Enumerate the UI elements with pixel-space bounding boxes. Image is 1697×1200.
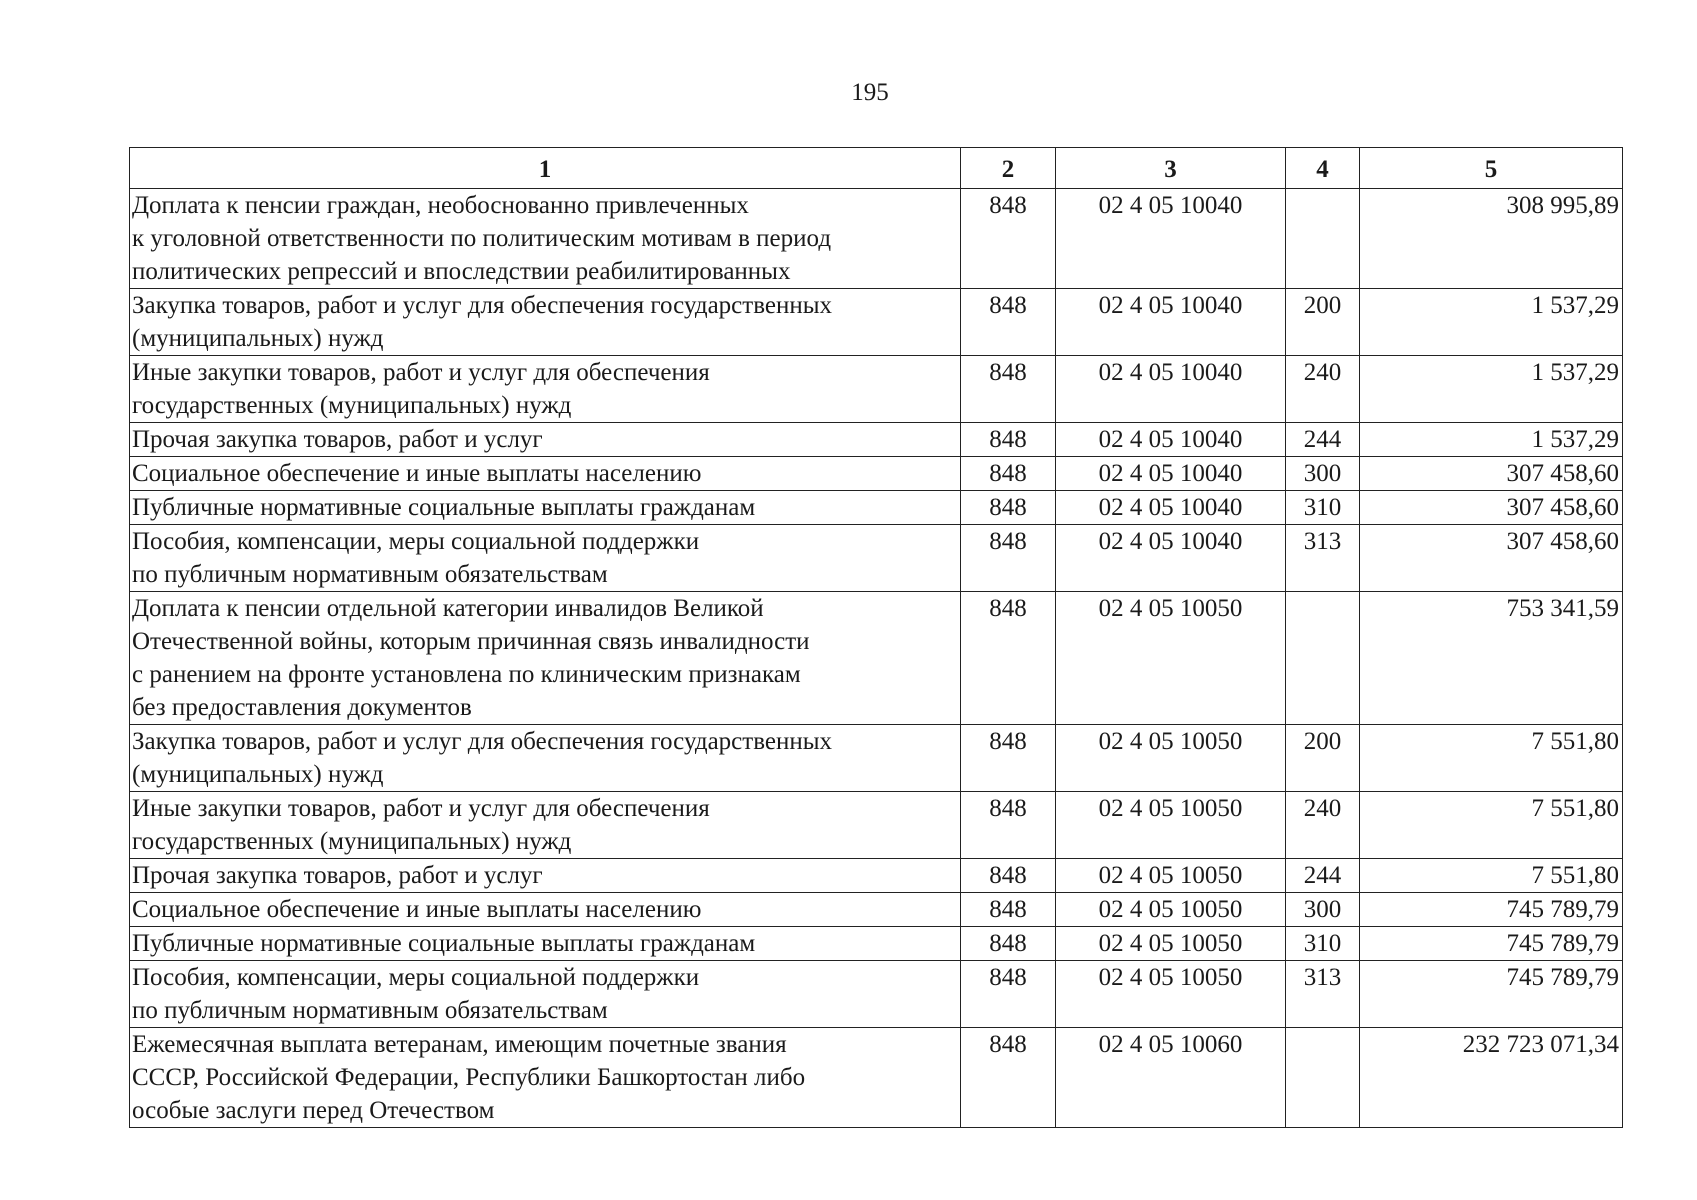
row-admin-code-cell: 848 [961,356,1056,423]
row-name-line: Публичные нормативные социальные выплаты гражданам [132,930,756,957]
row-name-line: Иные закупки товаров, работ и услуг для обеспечения [132,359,710,386]
table-row [130,189,1623,289]
row-admin-code-cell: 848 [961,189,1056,289]
row-expense-type-cell: 244 [1286,859,1360,893]
row-target-article-cell: 02 4 05 10050 [1056,792,1286,859]
row-name-line: Закупка товаров, работ и услуг для обеспечения государственных [132,292,833,319]
row-amount-cell: 232 723 071,34 [1360,1028,1623,1128]
table-row [130,423,1623,457]
row-amount-cell: 7 551,80 [1360,792,1623,859]
row-target-article-cell: 02 4 05 10050 [1056,725,1286,792]
row-name-cell [130,725,961,792]
header-col-2: 2 [961,148,1056,189]
row-expense-type-cell [1286,1028,1360,1128]
row-amount-cell: 1 537,29 [1360,289,1623,356]
row-amount-cell: 753 341,59 [1360,592,1623,725]
row-name-cell [130,356,961,423]
row-name-cell [130,859,961,893]
table-row [130,457,1623,491]
row-name-line: (муниципальных) нужд [132,325,384,352]
row-name-cell [130,525,961,592]
row-name-line: государственных (муниципальных) нужд [132,392,572,419]
table-header-row [130,148,1623,189]
row-amount-cell: 745 789,79 [1360,961,1623,1028]
row-target-article-cell: 02 4 05 10050 [1056,859,1286,893]
row-name-cell [130,893,961,927]
row-expense-type-cell [1286,189,1360,289]
row-name-cell [130,927,961,961]
page-number: 195 [851,79,889,106]
row-name-line: по публичным нормативным обязательствам [132,561,608,588]
row-name-line: (муниципальных) нужд [132,761,384,788]
table-row [130,859,1623,893]
row-expense-type-cell: 300 [1286,893,1360,927]
row-expense-type-cell: 244 [1286,423,1360,457]
row-name-line: Социальное обеспечение и иные выплаты населению [132,896,702,923]
row-admin-code-cell: 848 [961,859,1056,893]
row-amount-cell: 7 551,80 [1360,859,1623,893]
row-expense-type-cell [1286,592,1360,725]
header-col-5: 5 [1360,148,1623,189]
row-amount-cell: 7 551,80 [1360,725,1623,792]
row-name-line: Социальное обеспечение и иные выплаты населению [132,460,702,487]
row-name-cell [130,189,961,289]
row-name-line: без предоставления документов [132,694,472,721]
row-name-line: Публичные нормативные социальные выплаты гражданам [132,494,756,521]
row-name-cell [130,792,961,859]
row-name-line: Ежемесячная выплата ветеранам, имеющим почетные звания [132,1031,787,1058]
row-name-line: государственных (муниципальных) нужд [132,828,572,855]
header-col-3: 3 [1056,148,1286,189]
row-name-line: СССР, Российской Федерации, Республики Башкортостан либо [132,1064,806,1091]
row-name-line: Закупка товаров, работ и услуг для обеспечения государственных [132,728,833,755]
table-row [130,927,1623,961]
row-name-cell [130,961,961,1028]
row-name-line: Прочая закупка товаров, работ и услуг [132,426,543,453]
row-expense-type-cell: 240 [1286,792,1360,859]
row-name-line: особые заслуги перед Отечеством [132,1097,495,1124]
row-amount-cell: 1 537,29 [1360,356,1623,423]
row-admin-code-cell: 848 [961,961,1056,1028]
row-expense-type-cell: 240 [1286,356,1360,423]
row-target-article-cell: 02 4 05 10040 [1056,423,1286,457]
row-name-cell [130,1028,961,1128]
row-target-article-cell: 02 4 05 10050 [1056,961,1286,1028]
row-admin-code-cell: 848 [961,893,1056,927]
row-admin-code-cell: 848 [961,457,1056,491]
row-admin-code-cell: 848 [961,289,1056,356]
row-target-article-cell: 02 4 05 10060 [1056,1028,1286,1128]
row-amount-cell: 1 537,29 [1360,423,1623,457]
row-name-line: Доплата к пенсии отдельной категории инвалидов Великой [132,595,764,622]
row-name-line: политических репрессий и впоследствии реабилитированных [132,258,791,285]
row-amount-cell: 308 995,89 [1360,189,1623,289]
row-target-article-cell: 02 4 05 10040 [1056,491,1286,525]
row-name-cell [130,423,961,457]
row-target-article-cell: 02 4 05 10040 [1056,457,1286,491]
row-name-line: Пособия, компенсации, меры социальной поддержки [132,964,700,991]
row-name-line: Иные закупки товаров, работ и услуг для обеспечения [132,795,710,822]
row-expense-type-cell: 200 [1286,289,1360,356]
row-target-article-cell: 02 4 05 10040 [1056,356,1286,423]
table-row [130,1028,1623,1128]
row-expense-type-cell: 313 [1286,961,1360,1028]
row-target-article-cell: 02 4 05 10050 [1056,592,1286,725]
row-name-cell [130,491,961,525]
row-admin-code-cell: 848 [961,423,1056,457]
row-name-line: Доплата к пенсии граждан, необоснованно привлеченных [132,192,749,219]
row-admin-code-cell: 848 [961,927,1056,961]
row-name-line: Пособия, компенсации, меры социальной поддержки [132,528,700,555]
row-admin-code-cell: 848 [961,525,1056,592]
row-name-line: к уголовной ответственности по политическим мотивам в период [132,225,832,252]
row-admin-code-cell: 848 [961,592,1056,725]
row-name-line: по публичным нормативным обязательствам [132,997,608,1024]
row-name-line: с ранением на фронте установлена по клиническим признакам [132,661,801,688]
row-name-cell [130,289,961,356]
row-expense-type-cell: 300 [1286,457,1360,491]
row-amount-cell: 307 458,60 [1360,525,1623,592]
table-row [130,289,1623,356]
row-name-cell [130,457,961,491]
budget-table [129,147,1623,1128]
table-row [130,592,1623,725]
table-row [130,525,1623,592]
row-amount-cell: 307 458,60 [1360,491,1623,525]
table-row [130,893,1623,927]
row-target-article-cell: 02 4 05 10050 [1056,927,1286,961]
row-expense-type-cell: 313 [1286,525,1360,592]
header-col-4: 4 [1286,148,1360,189]
row-admin-code-cell: 848 [961,725,1056,792]
row-name-line: Отечественной войны, которым причинная связь инвалидности [132,628,810,655]
row-expense-type-cell: 200 [1286,725,1360,792]
row-admin-code-cell: 848 [961,1028,1056,1128]
table-row [130,725,1623,792]
table-row [130,961,1623,1028]
table-row [130,792,1623,859]
row-expense-type-cell: 310 [1286,491,1360,525]
row-target-article-cell: 02 4 05 10040 [1056,525,1286,592]
row-admin-code-cell: 848 [961,792,1056,859]
table-body [130,189,1623,1128]
row-target-article-cell: 02 4 05 10040 [1056,289,1286,356]
row-amount-cell: 745 789,79 [1360,893,1623,927]
row-admin-code-cell: 848 [961,491,1056,525]
row-name-line: Прочая закупка товаров, работ и услуг [132,862,543,889]
row-target-article-cell: 02 4 05 10040 [1056,189,1286,289]
row-amount-cell: 307 458,60 [1360,457,1623,491]
row-name-cell [130,592,961,725]
row-target-article-cell: 02 4 05 10050 [1056,893,1286,927]
row-amount-cell: 745 789,79 [1360,927,1623,961]
table-row [130,356,1623,423]
header-col-1: 1 [130,148,961,189]
table-row [130,491,1623,525]
row-expense-type-cell: 310 [1286,927,1360,961]
